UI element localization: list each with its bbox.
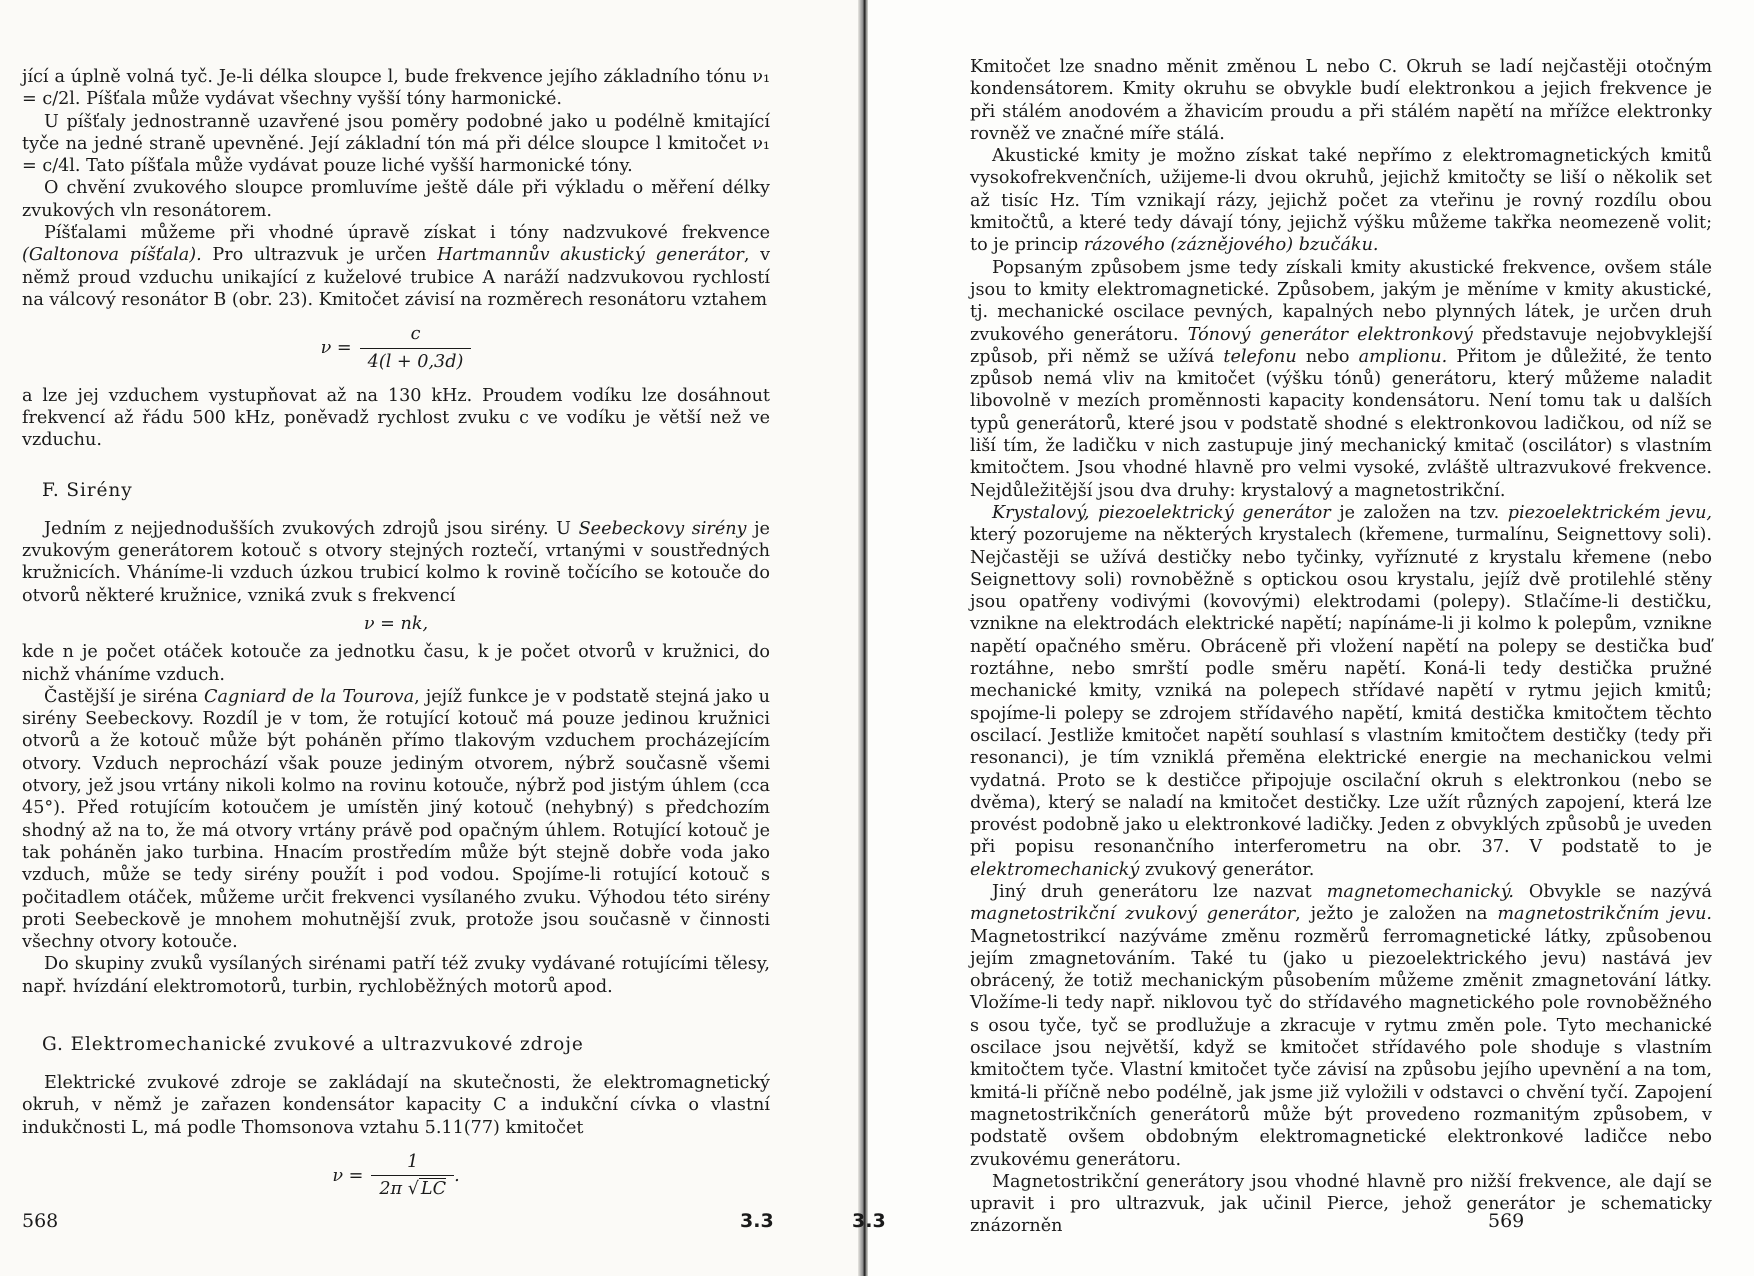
generators-text-d: Přitom je důležité, že tento způsob nemá vliv na kmitočet (výšku tónů) generátoru, který můžeme naladit libovolně v mezích proměnnosti kapacity kondensátoru. Není tomu tak u dalších typů generátorů, které jsou v podstatě shodné s elektronkovou ladičkou, od níž se liší tím, že ladičku v nich zastupuje jiný mechanický kmitač (oscilátor) s vlastním kmitočtem. Jsou vhodné hlavně pro velmi vysoké, zvláště ultrazvukové frekvence. Nejdůležitější jsou dva druhy: krystalový a magnetostrikční.	[970, 346, 1712, 501]
magneto-text-a: Jiný druh generátoru lze nazvat	[992, 881, 1327, 902]
magnetomechanical-term: magnetomechanický.	[1326, 881, 1514, 902]
paragraph-beats	[970, 145, 1712, 256]
crystal-text-a: je založen na tzv.	[1330, 502, 1508, 523]
galton-text-c: , v němž proud vzduchu unikající z kuželové trubice A naráží nadzvukovou rychlostí na válcový resonátor B (obr. 23). Kmitočet závisí na rozměrech resonátoru vztahem	[22, 245, 771, 310]
seebeck-text-b: je zvukovým generátorem kotouč s otvory stejných roztečí, vrtanými v soustředných kružnicích. Vháníme-li vzduch úzkou trubicí kolmo k rovině točícího se kotouče do otvorů některé kružnice, vzniká zvuk s frekvencí	[22, 518, 770, 606]
paragraph-cagniard	[22, 686, 770, 954]
galton-term: (Galtonova píšťala).	[22, 245, 202, 266]
paragraph-resonator-note: O chvění zvukového sloupce promluvíme ještě dále při výkladu o měření délky zvukových vln resonátorem.	[22, 178, 770, 221]
electromechanical-term: elektromechanický	[970, 859, 1140, 880]
left-page-text	[22, 66, 770, 1212]
formula-resonator-denominator: 4(l + 0,3d)	[360, 348, 472, 373]
section-marker-left: 3.3	[740, 1210, 774, 1232]
right-page-text	[970, 56, 1712, 1238]
generators-text-b: představuje nejobvyklejší způsob, při němž se užívá	[970, 324, 1712, 367]
paragraph-siren-vars: kde n je počet otáček kotouče za jednotku času, k je počet otvorů v kružnici, do nichž vháníme vzduch.	[22, 642, 770, 685]
beat-buzzer-term: rázového (zázněјového) bzučáku.	[1083, 235, 1379, 256]
crystal-text-c: zvukový generátor.	[1139, 859, 1315, 880]
formula-thomson-twopi: 2π	[379, 1179, 403, 1200]
magneto-text-c: , ježto je založen na	[1295, 904, 1498, 925]
generators-text-c: nebo	[1296, 346, 1359, 367]
loudspeaker-term: amplionu.	[1358, 346, 1448, 367]
seebeck-term: Seebeckovy sirény	[578, 518, 747, 539]
paragraph-generators	[970, 257, 1712, 502]
paragraph-seebeck	[22, 518, 770, 607]
paragraph-pipe-closed: U píšťaly jednostranně uzavřené jsou poměry podobné jako u podélně kmitající tyče na jedné straně upevněné. Její základní tón má při délce sloupce l kmitočet ν₁ = c/4l. Tato píšťala může vydávat pouze liché vyšší harmonické tóny.	[22, 111, 770, 177]
formula-resonator-lhs: ν =	[320, 337, 352, 358]
piezo-effect-term: piezoelektrickém jevu,	[1507, 502, 1712, 523]
seebeck-text-a: Jedním z nejjednodušších zvukových zdrojů jsou sirény. U	[44, 518, 579, 539]
paragraph-crystal	[970, 502, 1712, 881]
formula-thomson-numerator: 1	[407, 1151, 419, 1172]
tone-generator-term: Tónový generátor elektronkový	[1187, 324, 1473, 345]
cagniard-text-b: , jejíž funkce je v podstatě stejná jako u sirény Seebeckovy. Rozdíl je v tom, že rotující kotouč má pouze jedinou kružnici otvorů a že kotouč může být poháněn přímo tlakovým vzduchem procházejícím otvory. Vzduch neprochází však pouze jediným otvorem, nýbrž současně všemi otvory, jež jsou vrtány nikoli kolmo na rovinu kotouče, nýbrž pod jistým úhlem (cca 45°). Před rotujícím kotoučem je umístěn jiný kotouč (nehybný) s předchozím shodný až na to, že má otvory vrtány právě pod opačným úhlem. Rotující kotouč je tak poháněn jako turbina. Hnacím prostředím může být stejně dobře voda jako vzduch, může se tedy sirény použít i pod vodou. Spojíme-li rotující kotouč s počitadlem otáček, můžeme určit frekvenci vysílaného zvuku. Výhodou této sirény proti Seebeckově je mnohem mohutnější zvuk, protože jsou současně v činnosti všechny otvory kotouče.	[22, 686, 771, 953]
page-number-left: 568	[22, 1210, 59, 1232]
crystal-generator-term: Krystalový, piezoelektrický generátor	[992, 502, 1331, 523]
paragraph-tuning: Kmitočet lze snadno měnit změnou L nebo C. Okruh se ladí nejčastěji otočným kondensátorem. Kmity okruhu se obvykle budí elektronkou a jejich frekvence je při stálém anodovém a žhavicím proudu a při stálém napětí na mřížce elektronky rovněž ve značné míře stálá.	[970, 57, 1712, 144]
left-page	[0, 0, 866, 1276]
galton-text-b: Pro ultrazvuk je určen	[201, 245, 438, 266]
paragraph-pierce: Magnetostrikční generátory jsou vhodné hlavně pro nižší frekvence, ale dají se upravit i pro ultrazvuk, jak učinil Pierce, jehož generátor je schematicky znázorněn	[970, 1171, 1712, 1237]
magneto-text-d: Magnetostrikcí nazýváme změnu rozměrů ferromagnetické látky, způsobenou jejím zmagnetováním. Také tu (jako u piezoelektrického jevu) nastává jev obrácený, že totiž mechanickým působením můžeme změnit zmagnetování látky. Vložíme-li tedy např. niklovou tyč do střídavého magnetického pole rovnoběžného s osou tyče, tyč se prodlužuje a zkracuje v rytmu změn pole. Tyto mechanické oscilace jsou největší, když se kmitočet střídavého pole shoduje s vlastním kmitočtem tyče. Vlastní kmitočet tyče závisí na způsobu jejího upevnění a na tom, kmitá-li příčně nebo podélně, jak jsme již vyložili v odstavci o chvění tyčí. Zapojení magnetostrikčních generátorů může být provedeno rozmanitým způsobem, v podstatě ovšem obdobným elektromagnetické elektronkové ladičce nebo zvukovému generátoru.	[970, 926, 1712, 1170]
paragraph-hydrogen: a lze jej vzduchem vystupňovat až na 130 kHz. Proudem vodíku lze dosáhnout frekvencí až řádu 500 kHz, poněvadž rychlost zvuku c ve vodíku je větší než ve vzduchu.	[22, 385, 770, 451]
heading-section-f: F. Sirény	[42, 479, 133, 501]
generators-text-a: Popsaným způsobem jsme tedy získali kmity akustické frekvence, ovšem stále jsou to kmity elektromagnetické. Způsobem, jakým je měníme v kmity akustické, tj. mechanické oscilace pevných, kapalných nebo plynných látek, je určen druh zvukového generátoru.	[970, 257, 1712, 345]
paragraph-pipe-open: jící a úplně volná tyč. Je-li délka sloupce l, bude frekvence jejího základního tónu ν₁ = c/2l. Píšťala může vydávat všechny vyšší tóny harmonické.	[22, 67, 770, 110]
sqrt-symbol: √	[407, 1179, 419, 1200]
formula-resonator-numerator: c	[410, 324, 421, 345]
page-number-right: 569	[1488, 1210, 1525, 1232]
paragraph-magnetostriction	[970, 881, 1712, 1171]
magnetostrictive-generator-term: magnetostrikční zvukový generátor	[970, 904, 1296, 925]
right-page	[852, 0, 1754, 1276]
hartmann-term: Hartmannův akustický generátor	[437, 245, 744, 266]
section-marker-right: 3.3	[852, 1210, 886, 1232]
formula-thomson	[22, 1151, 770, 1201]
beats-text-a: Akustické kmity je možno získat také nepřímo z elektromagnetických kmitů vysokofrekvenčních, užijeme-li dvou okruhů, jejichž kmitočty se liší o několik set až tisíc Hz. Tím vznikají rázy, jejichž počet za vteřinu je rovný rozdílu obou kmitočtů, a které tedy dávají tóny, jejichž výšku můžeme takřka neomezeně volit; to je princip	[970, 146, 1712, 256]
magnetostrictive-effect-term: magnetostrikčním jevu.	[1497, 904, 1712, 925]
formula-resonator-fraction	[360, 323, 472, 373]
formula-thomson-fraction	[371, 1151, 454, 1201]
formula-siren: ν = nk,	[363, 613, 429, 634]
telephone-term: telefonu	[1223, 346, 1297, 367]
cagniard-text-a: Častější je siréna	[44, 686, 204, 707]
formula-thomson-period: .	[454, 1165, 460, 1186]
galton-text-a: Píšťalami můžeme při vhodné úpravě získat i tóny nadzvukové frekvence	[44, 223, 770, 244]
formula-resonator	[22, 323, 770, 373]
paragraph-galton	[22, 222, 770, 311]
formula-thomson-lhs: ν =	[332, 1165, 364, 1186]
formula-thomson-sqrt-arg: LC	[420, 1179, 447, 1200]
paragraph-thomson: Elektrické zvukové zdroje se zakládají na skutečnosti, že elektromagnetický okruh, v němž je zařazen kondensátor kapacity C a indukční cívka o vlastní indukčnosti L, má podle Thomsonova vztahu 5.11(77) kmitočet	[22, 1072, 770, 1138]
magneto-text-b: Obvykle se nazývá	[1513, 881, 1712, 902]
cagniard-term: Cagniard de la Tourova	[204, 686, 415, 707]
heading-section-g: G. Elektromechanické zvukové a ultrazvukové zdroje	[42, 1033, 584, 1055]
formula-thomson-denominator	[371, 1175, 454, 1200]
crystal-text-b: který pozorujeme na některých krystalech (křemene, turmalínu, Seignettovy soli). Nejčastěji se užívá destičky nebo tyčinky, vyříznuté z krystalu křemene (nebo Seignettovy soli) rovnoběžně s optickou osou krystalu, jejíž dvě protilehlé stěny jsou opatřeny vodivými (kovovými) elektrodami (polepy). Stlačíme-li destičku, vznikne na elektrodách elektrické napětí; napínáme-li ji kolmo k polepům, vznikne napětí opačného směru. Obráceně při vložení napětí na polepy se destička buď roztáhne, nebo smrští podle směru napětí. Koná-li tedy destička pružné mechanické kmity, vzniká na polepech střídavé napětí v rytmu jejich kmitů; spojíme-li polepy se zdrojem střídavého napětí, kmitá destička kmitočtem těchto oscilací. Jestliže kmitočet napětí souhlasí s vlastním kmitočtem destičky (tedy při resonanci), je tím vzniklá přeměna elektrické energie na mechanickou velmi vydatná. Proto se k destičce připojuje oscilační okruh s elektronkou (nebo se dvěma), který se naladí na kmitočet destičky. Lze užít různých zapojení, která lze provést podobně jako u elektronkové ladičky. Jeden z obvyklých způsobů je uveden při popisu resonančního interferometru na obr. 37. V podstatě to je	[970, 525, 1712, 858]
paragraph-rotating-bodies: Do skupiny zvuků vysílaných sirénami patří též zvuky vydávané rotujícími tělesy, např. hvízdání elektromotorů, turbin, rychloběžných motorů apod.	[22, 954, 770, 997]
